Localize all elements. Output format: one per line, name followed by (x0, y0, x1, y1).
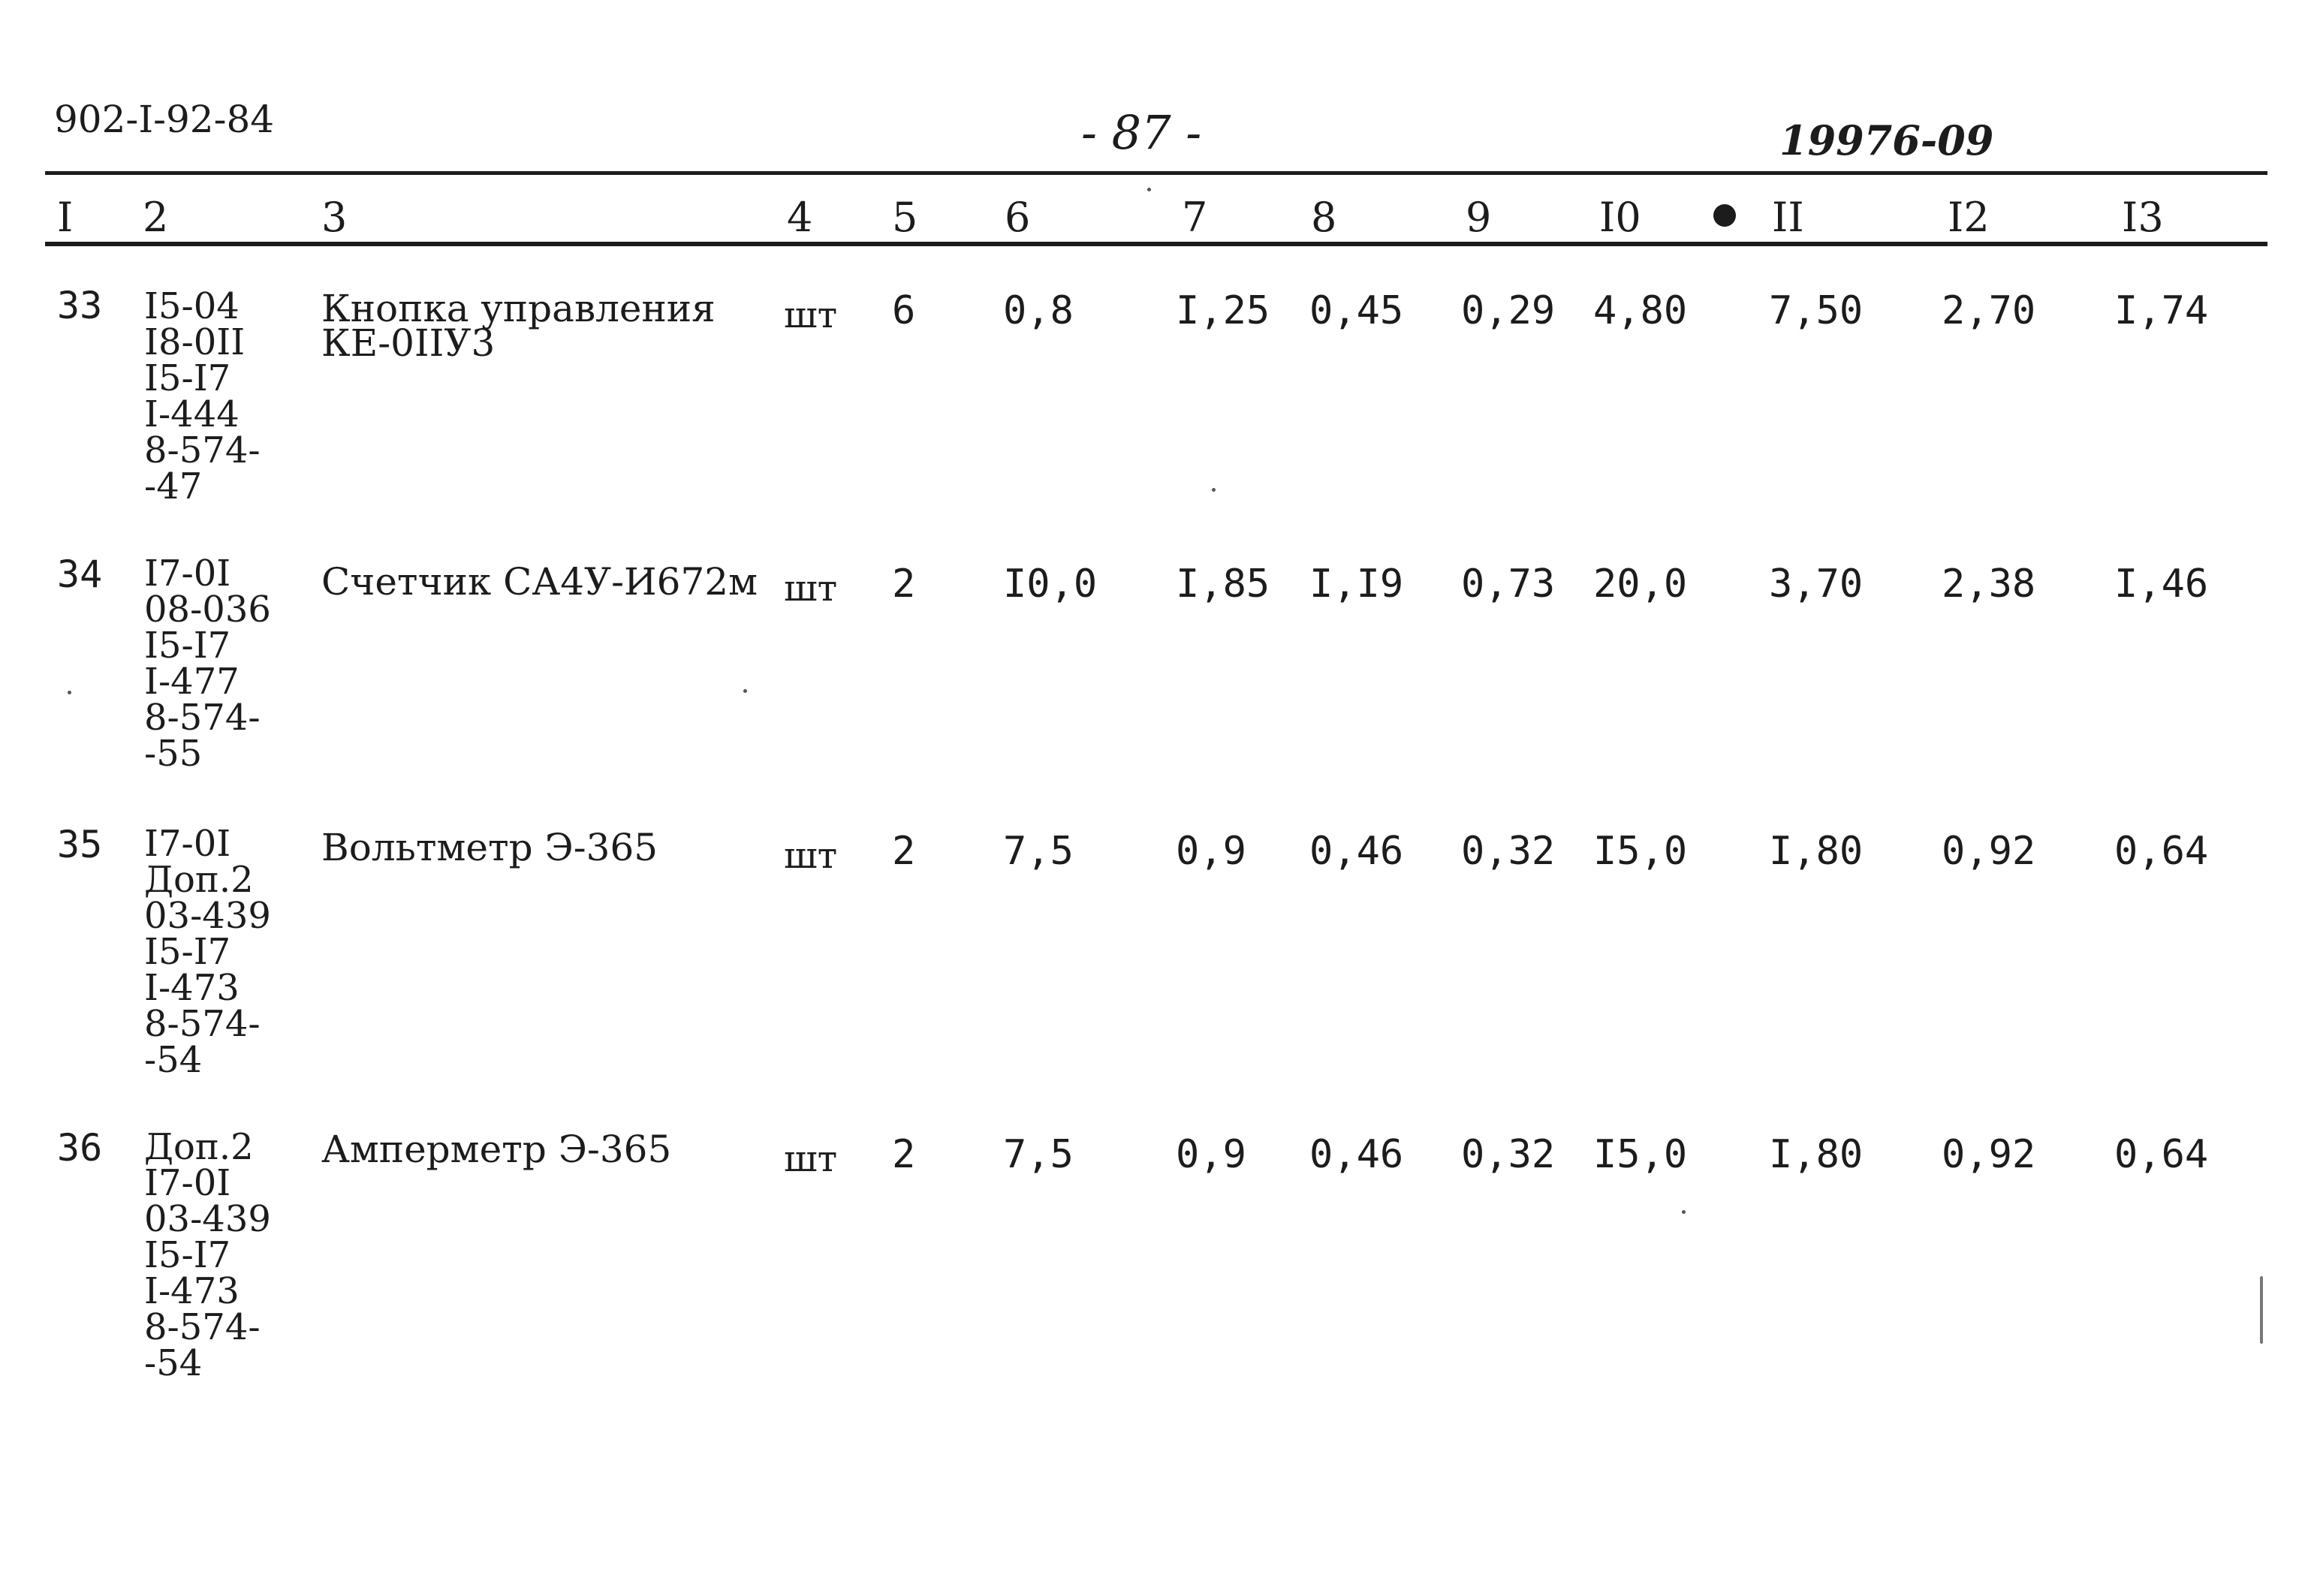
code-line: I-473 (144, 967, 240, 1009)
value-col-9: 0,73 (1461, 562, 1556, 607)
item-name-line: Кнопка управления (321, 287, 716, 330)
code-line: -47 (144, 465, 203, 507)
unit: шт (784, 568, 838, 610)
value-col-9: 0,29 (1461, 288, 1556, 333)
value-col-10: 20,0 (1593, 562, 1688, 607)
value-col-8: 0,46 (1309, 829, 1404, 874)
value-col-7: I,25 (1176, 288, 1270, 333)
column-header-5: 5 (892, 194, 918, 241)
item-name (321, 1128, 672, 1171)
value-col-10: 4,80 (1593, 288, 1688, 333)
value-col-6: 7,5 (1003, 829, 1074, 874)
code-line: Доп.2 (144, 859, 254, 901)
item-name-line: Вольтметр Э-365 (321, 826, 658, 869)
code-line: 8-574- (144, 697, 261, 739)
quantity: 2 (892, 562, 916, 607)
value-col-10: I5,0 (1593, 1132, 1688, 1177)
value-col-12: 2,38 (1942, 562, 2036, 607)
album-code: 19976-09 (1779, 116, 1994, 164)
unit: шт (784, 1138, 838, 1180)
item-name-line: Амперметр Э-365 (321, 1128, 672, 1171)
code-line: -54 (144, 1342, 203, 1384)
scan-speck (743, 689, 747, 693)
code-line: I7-0I (144, 553, 231, 595)
header-rule-top (45, 171, 2267, 175)
column-header-9: 9 (1466, 194, 1492, 241)
header-rule-bottom (45, 242, 2267, 246)
value-col-12: 0,92 (1942, 1132, 2036, 1177)
value-col-10: I5,0 (1593, 829, 1688, 874)
value-col-13: 0,64 (2114, 829, 2209, 874)
value-col-11: 3,70 (1769, 562, 1864, 607)
column-header-7: 7 (1182, 194, 1208, 241)
column-header-11: II (1772, 194, 1804, 241)
code-line: I-444 (144, 393, 240, 435)
row-number: 35 (57, 823, 103, 866)
code-line: I5-I7 (144, 625, 231, 667)
code-line: I-477 (144, 661, 240, 703)
reference-codes (144, 285, 261, 507)
scan-speck (1682, 1210, 1686, 1214)
scan-speck (68, 691, 71, 694)
value-col-8: 0,46 (1309, 1132, 1404, 1177)
code-line: -55 (144, 733, 203, 775)
item-name (321, 560, 758, 604)
reference-codes (144, 823, 271, 1081)
scan-edge-mark (2260, 1276, 2263, 1344)
reference-codes (144, 553, 271, 775)
item-name-line: Счетчик СА4У-И672м (321, 560, 758, 604)
value-col-9: 0,32 (1461, 829, 1556, 874)
page-number: - 87 - (1081, 105, 1202, 160)
code-line: 08-036 (144, 589, 271, 631)
value-col-7: I,85 (1176, 562, 1270, 607)
quantity: 6 (892, 288, 916, 333)
unit: шт (784, 294, 838, 336)
scan-speck (1212, 488, 1216, 492)
column-header-10: I0 (1599, 194, 1641, 241)
reference-codes (144, 1126, 271, 1384)
column-header-12: I2 (1948, 194, 1990, 241)
code-line: I8-0II (144, 321, 246, 363)
code-line: 8-574- (144, 1003, 261, 1045)
code-line: 8-574- (144, 429, 261, 471)
code-line: 03-439 (144, 1198, 271, 1240)
code-line: -54 (144, 1039, 203, 1081)
ink-dot-mark (1713, 204, 1736, 227)
code-line: Доп.2 (144, 1126, 254, 1168)
value-col-13: I,74 (2114, 288, 2209, 333)
value-col-9: 0,32 (1461, 1132, 1556, 1177)
code-line: 03-439 (144, 895, 271, 937)
item-name-line: КЕ-0IIУ3 (321, 321, 496, 365)
value-col-6: 7,5 (1003, 1132, 1074, 1177)
code-line: I5-04 (144, 285, 240, 327)
column-header-2: 2 (143, 194, 169, 241)
code-line: I5-I7 (144, 1234, 231, 1276)
document-code: 902-I-92-84 (54, 98, 275, 141)
code-line: 8-574- (144, 1306, 261, 1348)
item-name (321, 287, 716, 365)
column-header-13: I3 (2122, 194, 2164, 241)
value-col-11: 7,50 (1769, 288, 1864, 333)
column-header-6: 6 (1005, 194, 1031, 241)
scan-speck (1147, 188, 1151, 191)
value-col-8: 0,45 (1309, 288, 1404, 333)
row-number: 36 (57, 1126, 103, 1170)
value-col-6: 0,8 (1003, 288, 1074, 333)
code-line: I7-0I (144, 823, 231, 865)
value-col-8: I,I9 (1309, 562, 1404, 607)
value-col-11: I,80 (1769, 829, 1864, 874)
value-col-11: I,80 (1769, 1132, 1864, 1177)
column-header-8: 8 (1311, 194, 1337, 241)
value-col-6: I0,0 (1003, 562, 1098, 607)
row-number: 34 (57, 553, 103, 596)
unit: шт (784, 835, 838, 877)
item-name (321, 826, 658, 869)
quantity: 2 (892, 1132, 916, 1177)
code-line: I7-0I (144, 1162, 231, 1204)
value-col-7: 0,9 (1176, 1132, 1246, 1177)
value-col-7: 0,9 (1176, 829, 1246, 874)
code-line: I5-I7 (144, 357, 231, 399)
column-header-4: 4 (787, 194, 813, 241)
code-line: I-473 (144, 1270, 240, 1312)
quantity: 2 (892, 829, 916, 874)
row-number: 33 (57, 284, 103, 327)
value-col-12: 0,92 (1942, 829, 2036, 874)
value-col-13: 0,64 (2114, 1132, 2209, 1177)
column-header-3: 3 (321, 194, 348, 241)
value-col-13: I,46 (2114, 562, 2209, 607)
code-line: I5-I7 (144, 931, 231, 973)
value-col-12: 2,70 (1942, 288, 2036, 333)
column-header-1: I (57, 194, 74, 241)
